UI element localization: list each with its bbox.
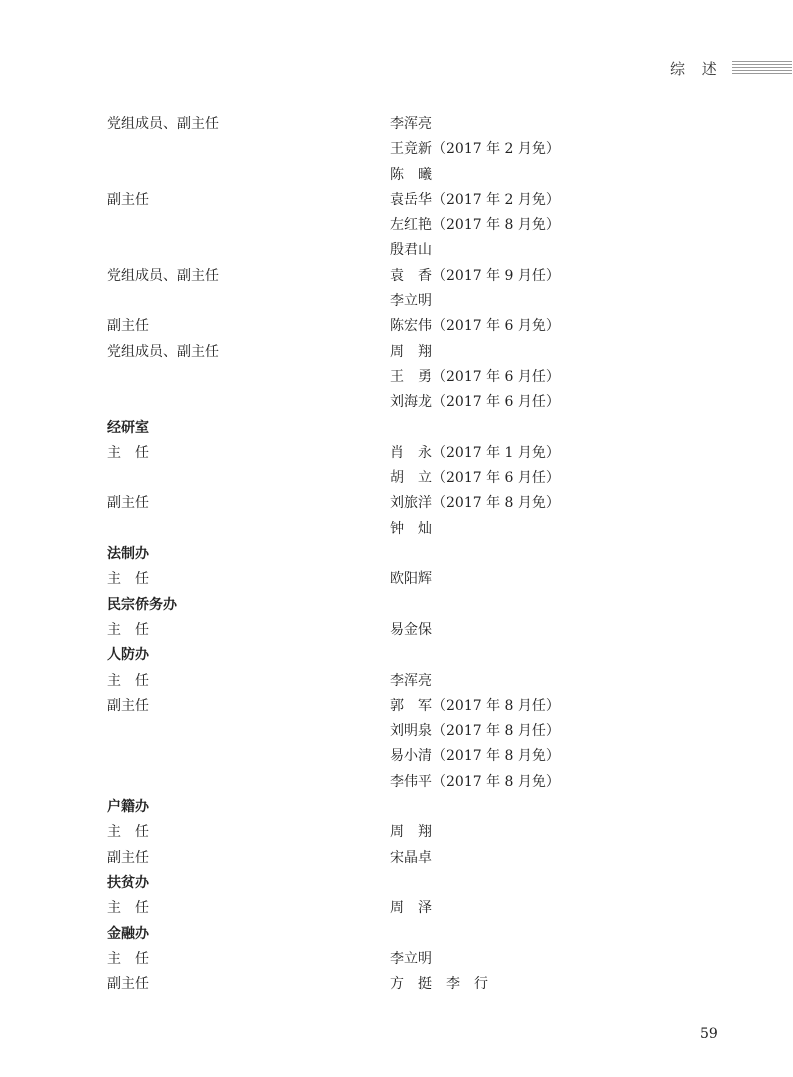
personnel-row xyxy=(0,896,793,921)
role-label: 副主任 xyxy=(107,495,149,512)
person-name: 刘海龙（2017 年 6 月任） xyxy=(390,394,560,411)
section-title: 民宗侨务办 xyxy=(107,596,177,613)
person-name: 刘明泉（2017 年 8 月任） xyxy=(390,723,560,740)
person-name: 王竞新（2017 年 2 月免） xyxy=(390,141,560,158)
personnel-row xyxy=(0,820,793,845)
personnel-row xyxy=(0,163,793,188)
role-label: 副主任 xyxy=(107,976,149,993)
person-name: 殷君山 xyxy=(390,242,432,259)
personnel-row xyxy=(0,947,793,972)
role-label: 主 任 xyxy=(107,571,149,588)
page-number: 59 xyxy=(700,1026,718,1042)
personnel-row xyxy=(0,289,793,314)
header-title: 综 述 xyxy=(670,60,723,78)
person-name: 周 翔 xyxy=(390,343,432,360)
person-name: 郭 军（2017 年 8 月任） xyxy=(390,697,560,714)
person-name: 袁岳华（2017 年 2 月免） xyxy=(390,191,560,208)
personnel-row xyxy=(0,238,793,263)
person-name: 李立明 xyxy=(390,293,432,310)
role-label: 党组成员、副主任 xyxy=(107,267,219,284)
section-heading xyxy=(0,593,793,618)
section-heading xyxy=(0,416,793,441)
section-heading xyxy=(0,871,793,896)
personnel-row xyxy=(0,314,793,339)
header-decoration-lines xyxy=(732,61,792,75)
role-label: 主 任 xyxy=(107,950,149,967)
personnel-row xyxy=(0,618,793,643)
personnel-row xyxy=(0,390,793,415)
personnel-row xyxy=(0,770,793,795)
person-name: 李立明 xyxy=(390,950,432,967)
role-label: 主 任 xyxy=(107,621,149,638)
section-title: 金融办 xyxy=(107,925,149,942)
section-title: 户籍办 xyxy=(107,799,149,816)
role-label: 主 任 xyxy=(107,824,149,841)
person-name: 欧阳辉 xyxy=(390,571,432,588)
role-label: 党组成员、副主任 xyxy=(107,116,219,132)
personnel-row xyxy=(0,264,793,289)
person-name: 李浑亮 xyxy=(390,116,432,132)
personnel-row xyxy=(0,441,793,466)
role-label: 主 任 xyxy=(107,672,149,689)
role-label: 主 任 xyxy=(107,444,149,461)
personnel-row xyxy=(0,491,793,516)
person-name: 李浑亮 xyxy=(390,672,432,689)
person-name: 易小清（2017 年 8 月免） xyxy=(390,748,560,765)
personnel-row xyxy=(0,466,793,491)
person-name: 李伟平（2017 年 8 月免） xyxy=(390,773,560,790)
person-name: 陈 曦 xyxy=(390,166,432,183)
personnel-row xyxy=(0,694,793,719)
section-title: 经研室 xyxy=(107,419,149,436)
person-name: 肖 永（2017 年 1 月免） xyxy=(390,444,560,461)
person-name: 周 泽 xyxy=(390,900,432,917)
personnel-list xyxy=(0,112,793,997)
personnel-row xyxy=(0,213,793,238)
section-title: 扶贫办 xyxy=(107,874,149,891)
person-name: 王 勇（2017 年 6 月任） xyxy=(390,368,560,385)
personnel-row xyxy=(0,744,793,769)
person-name: 陈宏伟（2017 年 6 月免） xyxy=(390,318,560,335)
personnel-row xyxy=(0,972,793,997)
personnel-row xyxy=(0,137,793,162)
role-label: 副主任 xyxy=(107,849,149,866)
section-title: 法制办 xyxy=(107,546,149,563)
section-title: 人防办 xyxy=(107,647,149,664)
person-name: 刘旅洋（2017 年 8 月免） xyxy=(390,495,560,512)
person-name: 宋晶卓 xyxy=(390,849,432,866)
personnel-row xyxy=(0,669,793,694)
role-label: 党组成员、副主任 xyxy=(107,343,219,360)
person-name: 钟 灿 xyxy=(390,520,432,537)
personnel-row xyxy=(0,112,793,137)
section-heading xyxy=(0,922,793,947)
person-name: 方 挺 李 行 xyxy=(390,976,488,993)
section-heading xyxy=(0,643,793,668)
personnel-row xyxy=(0,188,793,213)
person-name: 左红艳（2017 年 8 月免） xyxy=(390,217,560,234)
personnel-row xyxy=(0,340,793,365)
role-label: 副主任 xyxy=(107,191,149,208)
person-name: 周 翔 xyxy=(390,824,432,841)
role-label: 主 任 xyxy=(107,900,149,917)
section-heading xyxy=(0,795,793,820)
personnel-row xyxy=(0,567,793,592)
person-name: 袁 香（2017 年 9 月任） xyxy=(390,267,560,284)
personnel-row xyxy=(0,846,793,871)
personnel-row xyxy=(0,719,793,744)
role-label: 副主任 xyxy=(107,318,149,335)
personnel-row xyxy=(0,365,793,390)
role-label: 副主任 xyxy=(107,697,149,714)
person-name: 易金保 xyxy=(390,621,432,638)
personnel-row xyxy=(0,517,793,542)
person-name: 胡 立（2017 年 6 月任） xyxy=(390,470,560,487)
section-heading xyxy=(0,542,793,567)
